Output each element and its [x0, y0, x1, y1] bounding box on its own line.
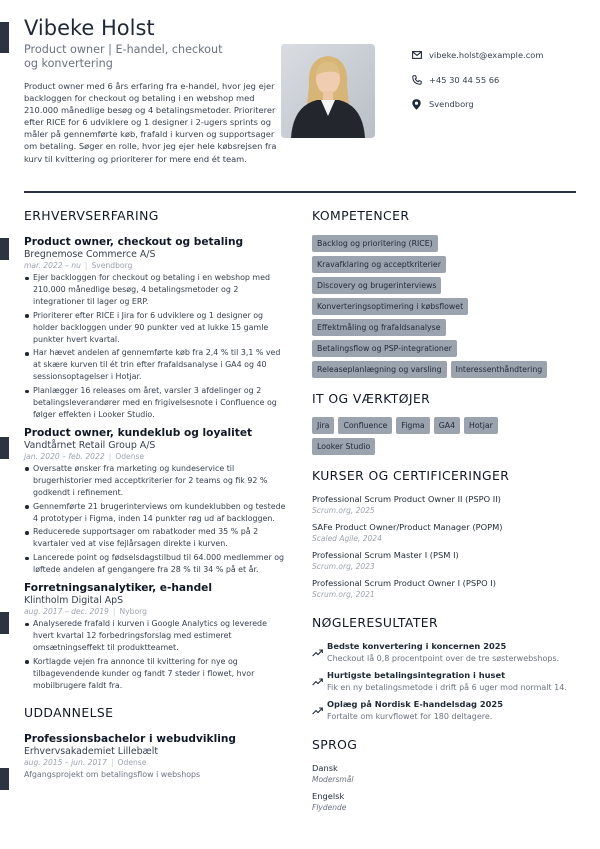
contact-list	[412, 43, 592, 117]
education-note: Afgangsprojekt om betalingsflow i webshops	[24, 770, 201, 780]
skill-tag: Interessenthåndtering	[451, 361, 548, 378]
skill-tag: Backlog og prioritering (RICE)	[312, 235, 438, 252]
left-column	[24, 208, 288, 779]
skill-tag: Releaseplanlægning og varsling	[312, 361, 447, 378]
result-title: Bedste konvertering i koncernen 2025	[327, 641, 507, 651]
certification-item	[312, 494, 578, 522]
bullet-item: Prioriterer efter RICE i Jira for 6 udviklere og 1 designer og holder backloggen under 90 punkter ved at lukke 15 gamle punkter hvert kvartal.	[24, 310, 288, 346]
job-title: Forretningsanalytiker, e-handel	[24, 582, 212, 595]
job-title: Product owner, kundeklub og loyalitet	[24, 426, 253, 439]
skill-tag: Konverteringsoptimering i købsflowet	[312, 298, 468, 315]
tool-tag: GA4	[434, 417, 460, 434]
job-meta: jan. 2020 – feb. 2022 | Odense	[24, 451, 145, 461]
accent-bar-education	[0, 768, 9, 790]
certification-org: Scrum.org, 2023	[312, 562, 375, 571]
job-bullets	[24, 463, 288, 576]
languages-list	[312, 763, 578, 819]
results-list	[312, 641, 578, 728]
profile-photo	[281, 44, 375, 138]
trend-up-icon	[312, 699, 327, 719]
result-title: Hurtigste betalingsintegration i huset	[327, 670, 506, 680]
language-level: Modersmål	[312, 775, 354, 784]
result-desc: Checkout lå 0,8 procentpoint over de tre søsterwebshops.	[327, 654, 560, 663]
certification-item	[312, 578, 578, 606]
language-name: Dansk	[312, 763, 338, 773]
job-location: Svendborg	[91, 261, 133, 270]
language-level: Flydende	[312, 803, 347, 812]
accent-bar-job-1	[0, 238, 9, 260]
tools-tags	[312, 417, 562, 455]
section-title-languages: SPROG	[312, 737, 358, 752]
tool-tag: Jira	[312, 417, 334, 434]
contact-location	[412, 92, 592, 117]
job-company: Bregnemose Commerce A/S	[24, 249, 156, 260]
education-dates: aug. 2015 – jun. 2017	[24, 758, 107, 768]
certification-org: Scrum.org, 2021	[312, 590, 375, 599]
job-dates: jan. 2020 – feb. 2022	[24, 451, 105, 461]
location-pin-icon	[412, 99, 429, 110]
bullet-item: Oversatte ønsker fra marketing og kundeservice til brugerhistorier med acceptkriterier for 2 teams og fik 92 % godkendt i refinement.	[24, 463, 288, 499]
certification-name: Professional Scrum Product Owner I (PSPO I)	[312, 578, 497, 588]
profile-summary: Product owner med 6 års erfaring fra e-handel, hvor jeg ejer backloggen for checkout og betaling i en webshop med 210.000 månedlige besøg og 4 betalingsmetoder. Prioriterer efter RICE for 6 udviklere og 1 designer i 2-ugers sprints og måler på gennemførte køb, frafald i kurven og supportsager om betaling. Søger en rolle, hvor jeg ejer hele købsrejsen fra kurv til kvittering og prioriterer for mere end ét team.	[24, 81, 277, 164]
section-title-skills: KOMPETENCER	[312, 208, 410, 223]
section-title-results: NØGLERESULTATER	[312, 615, 439, 630]
candidate-role: Product owner | E-handel, checkout og konvertering	[24, 43, 223, 70]
bullet-item: Gennemførte 21 brugerinterviews om kundeklubben og testede 4 prototyper i Figma, inden 14 punkter røg ud af backloggen.	[24, 501, 288, 525]
accent-bar-header	[0, 22, 9, 53]
bullet-item: Lancerede point og fødselsdagstilbud til 64.000 medlemmer og løftede andelen af gengangere fra 28 % til 34 % på et år.	[24, 552, 288, 576]
job-location: Nyborg	[119, 607, 147, 617]
result-desc: Fortalte om kurvflowet for 180 deltagere.	[327, 712, 493, 721]
section-title-education: UDDANNELSE	[24, 705, 114, 721]
job-meta: aug. 2017 – dec. 2019 | Nyborg	[24, 607, 147, 617]
job-bullets	[24, 618, 288, 691]
candidate-name: Vibeke Holst	[24, 16, 155, 40]
section-title-tools: IT OG VÆRKTØJER	[312, 391, 431, 406]
school-name: Erhvervsakademiet Lillebælt	[24, 746, 159, 758]
bullet-item: Kortlagde vejen fra annonce til kvittering for nye og tilbagevendende kunder og fandt 7 steder i flowet, hvor mobilbrugere faldt fra.	[24, 656, 288, 692]
job-company: Vandtårnet Retail Group A/S	[24, 439, 156, 451]
language-item	[312, 791, 578, 819]
skill-tag: Kravafklaring og acceptkriterier	[312, 256, 446, 273]
header-divider	[24, 191, 576, 193]
job-location: Odense	[115, 451, 145, 461]
bullet-item: Analyserede frafald i kurven i Google Analytics og leverede hvert kvartal 12 forbedringsforslag med estimeret omsætningseffekt til produktteamet.	[24, 618, 288, 654]
trend-up-icon	[312, 670, 327, 690]
section-title-certifications: KURSER OG CERTIFICERINGER	[312, 468, 510, 483]
education-entry	[24, 733, 288, 779]
skill-tag: Effektmåling og frafaldsanalyse	[312, 319, 446, 336]
trend-up-icon	[312, 641, 327, 661]
certification-org: Scaled Agile, 2024	[312, 534, 382, 543]
certification-item	[312, 550, 578, 578]
result-title: Oplæg på Nordisk E-handelsdag 2025	[327, 699, 503, 709]
result-item	[312, 699, 578, 728]
bullet-item: Reducerede supportsager om rabatkoder med 35 % på 2 kvartaler ved at vise fejlårsagen direkte i kurven.	[24, 526, 288, 550]
tool-tag: Hotjar	[464, 417, 498, 434]
resume-header	[24, 16, 584, 196]
right-column	[312, 208, 578, 819]
contact-email-text: vibeke.holst@example.com	[429, 50, 544, 61]
language-name: Engelsk	[312, 791, 345, 801]
skills-tags	[312, 235, 562, 378]
job-entry	[24, 427, 288, 576]
job-bullets	[24, 272, 288, 421]
tool-tag: Confluence	[338, 417, 392, 434]
education-location: Odense	[117, 758, 147, 768]
certification-item	[312, 522, 578, 550]
phone-icon	[412, 75, 429, 85]
section-title-experience: ERHVERVSERFARING	[24, 208, 159, 223]
certifications-list	[312, 494, 578, 606]
result-item	[312, 670, 578, 699]
degree-title: Professionsbachelor i webudvikling	[24, 733, 236, 746]
job-entry	[24, 582, 288, 691]
accent-bar-job-3	[0, 612, 9, 634]
result-desc: Fik en ny betalingsmetode i drift på 6 uger mod normalt 14.	[327, 683, 567, 692]
skill-tag: Discovery og brugerinterviews	[312, 277, 441, 294]
education-meta: aug. 2015 – jun. 2017 | Odense	[24, 758, 147, 768]
accent-bar-job-2	[0, 437, 9, 459]
certification-name: Professional Scrum Product Owner II (PSPO II)	[312, 494, 501, 504]
contact-phone-text: +45 30 44 55 66	[429, 74, 500, 85]
contact-location-text: Svendborg	[429, 99, 474, 110]
certification-name: Professional Scrum Master I (PSM I)	[312, 550, 459, 560]
job-entry	[24, 236, 288, 421]
job-dates: mar. 2022 – nu	[24, 261, 81, 270]
bullet-item: Ejer backloggen for checkout og betaling i en webshop med 210.000 månedlige besøg, 4 betalingsmetoder og 2 integrationer til lager og ERP.	[24, 272, 288, 308]
tool-tag: Figma	[396, 417, 429, 434]
job-dates: aug. 2017 – dec. 2019	[24, 607, 109, 617]
certification-name: SAFe Product Owner/Product Manager (POPM)	[312, 522, 503, 532]
job-title: Product owner, checkout og betaling	[24, 236, 244, 248]
tool-tag: Looker Studio	[312, 438, 375, 455]
language-item	[312, 763, 578, 791]
bullet-item: Har hævet andelen af gennemførte køb fra 2,4 % til 3,1 % ved at skære kurven til ét trin efter frafaldsanalyse i GA4 og 40 sessionsoptagelser i Hotjar.	[24, 347, 288, 383]
mail-icon	[412, 51, 429, 59]
certification-org: Scrum.org, 2025	[312, 506, 375, 515]
job-company: Klintholm Digital ApS	[24, 595, 124, 607]
skill-tag: Betalingsflow og PSP-integrationer	[312, 340, 457, 357]
contact-phone[interactable]	[412, 68, 592, 93]
contact-email[interactable]	[412, 43, 592, 68]
job-meta: mar. 2022 – nu | Svendborg	[24, 261, 133, 270]
result-item	[312, 641, 578, 670]
bullet-item: Planlægger 16 releases om året, varsler 3 afdelinger og 2 betalingsleverandører med en frigivelsesnote i Confluence og følger effekten i Looker Studio.	[24, 385, 288, 421]
